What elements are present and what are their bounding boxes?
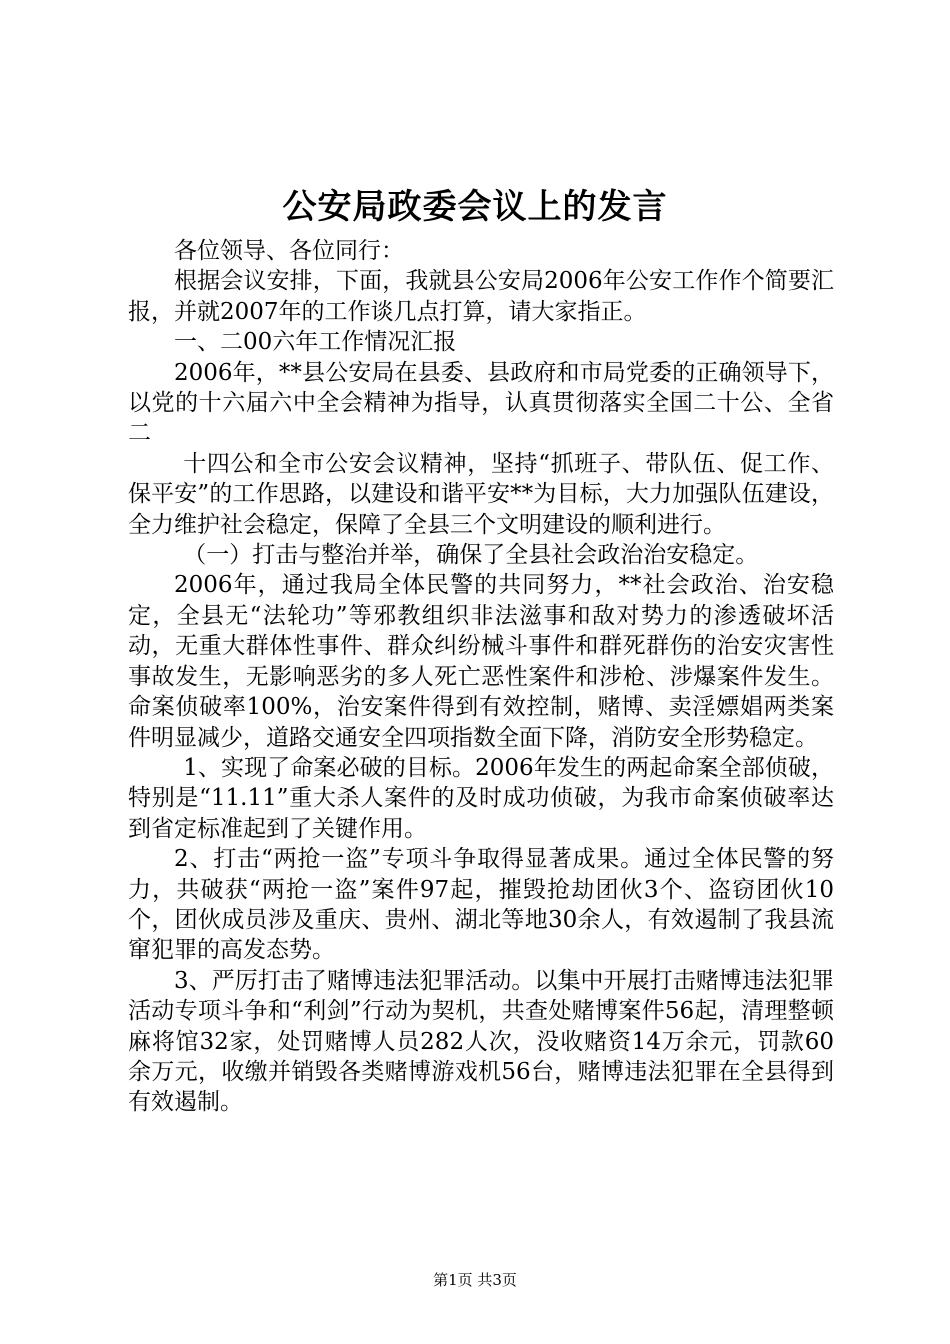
page-footer: 第1页 共3页: [433, 1271, 517, 1289]
paragraph: 2、打击“两抢一盗”专项斗争取得显著成果。通过全体民警的努力，共破获“两抢一盗”案件97起，摧毁抢劫团伙3个、盗窃团伙10个，团伙成员涉及重庆、贵州、湖北等地30余人，有效遏制了我县流窜犯罪的高发态势。: [128, 846, 834, 964]
paragraph: 1、实现了命案必破的目标。2006年发生的两起命案全部侦破，特别是“11.11”重大杀人案件的及时成功侦破，为我市命案侦破率达到省定标准起到了关键作用。: [128, 754, 834, 842]
document-title: 公安局政委会议上的发言: [282, 187, 668, 227]
paragraph: 十四公和全市公安会议精神，坚持“抓班子、带队伍、促工作、保平安”的工作思路，以建设和谐平安**为目标，大力加强队伍建设，全力维护社会稳定，保障了全县三个文明建设的顺利进行。: [128, 450, 834, 538]
paragraph: 3、严厉打击了赌博违法犯罪活动。以集中开展打击赌博违法犯罪活动专项斗争和“利剑”行动为契机，共查处赌博案件56起，清理整顿麻将馆32家，处罚赌博人员282人次，没收赌资14万余元，罚款60余万元，收缴并销毁各类赌博游戏机56台，赌博违法犯罪在全县得到有效遏制。: [128, 967, 834, 1116]
paragraph: 2006年，通过我局全体民警的共同努力，**社会政治、治安稳定，全县无“法轮功”等邪教组织非法滋事和敌对势力的渗透破坏活动，无重大群体性事件、群众纠纷械斗事件和群死群伤的治安灾害性事故发生，无影响恶劣的多人死亡恶性案件和涉枪、涉爆案件发生。命案侦破率100%，治安案件得到有效控制，赌博、卖淫嫖娼两类案件明显减少，道路交通安全四项指数全面下降，消防安全形势稳定。: [128, 572, 834, 751]
paragraph: 根据会议安排，下面，我就县公安局2006年公安工作作个简要汇报，并就2007年的工作谈几点打算，请大家指正。: [128, 268, 834, 325]
document-body: [128, 236, 834, 1118]
paragraph: 各位领导、各位同行：: [174, 238, 404, 264]
paragraph: 2006年，**县公安局在县委、县政府和市局党委的正确领导下，以党的十六届六中全会精神为指导，认真贯彻落实全国二十公、全省二: [128, 359, 834, 447]
subsection-heading: （一）打击与整治并举，确保了全县社会政治治安稳定。: [183, 542, 759, 569]
section-heading: 一、二00六年工作情况汇报: [174, 329, 457, 356]
